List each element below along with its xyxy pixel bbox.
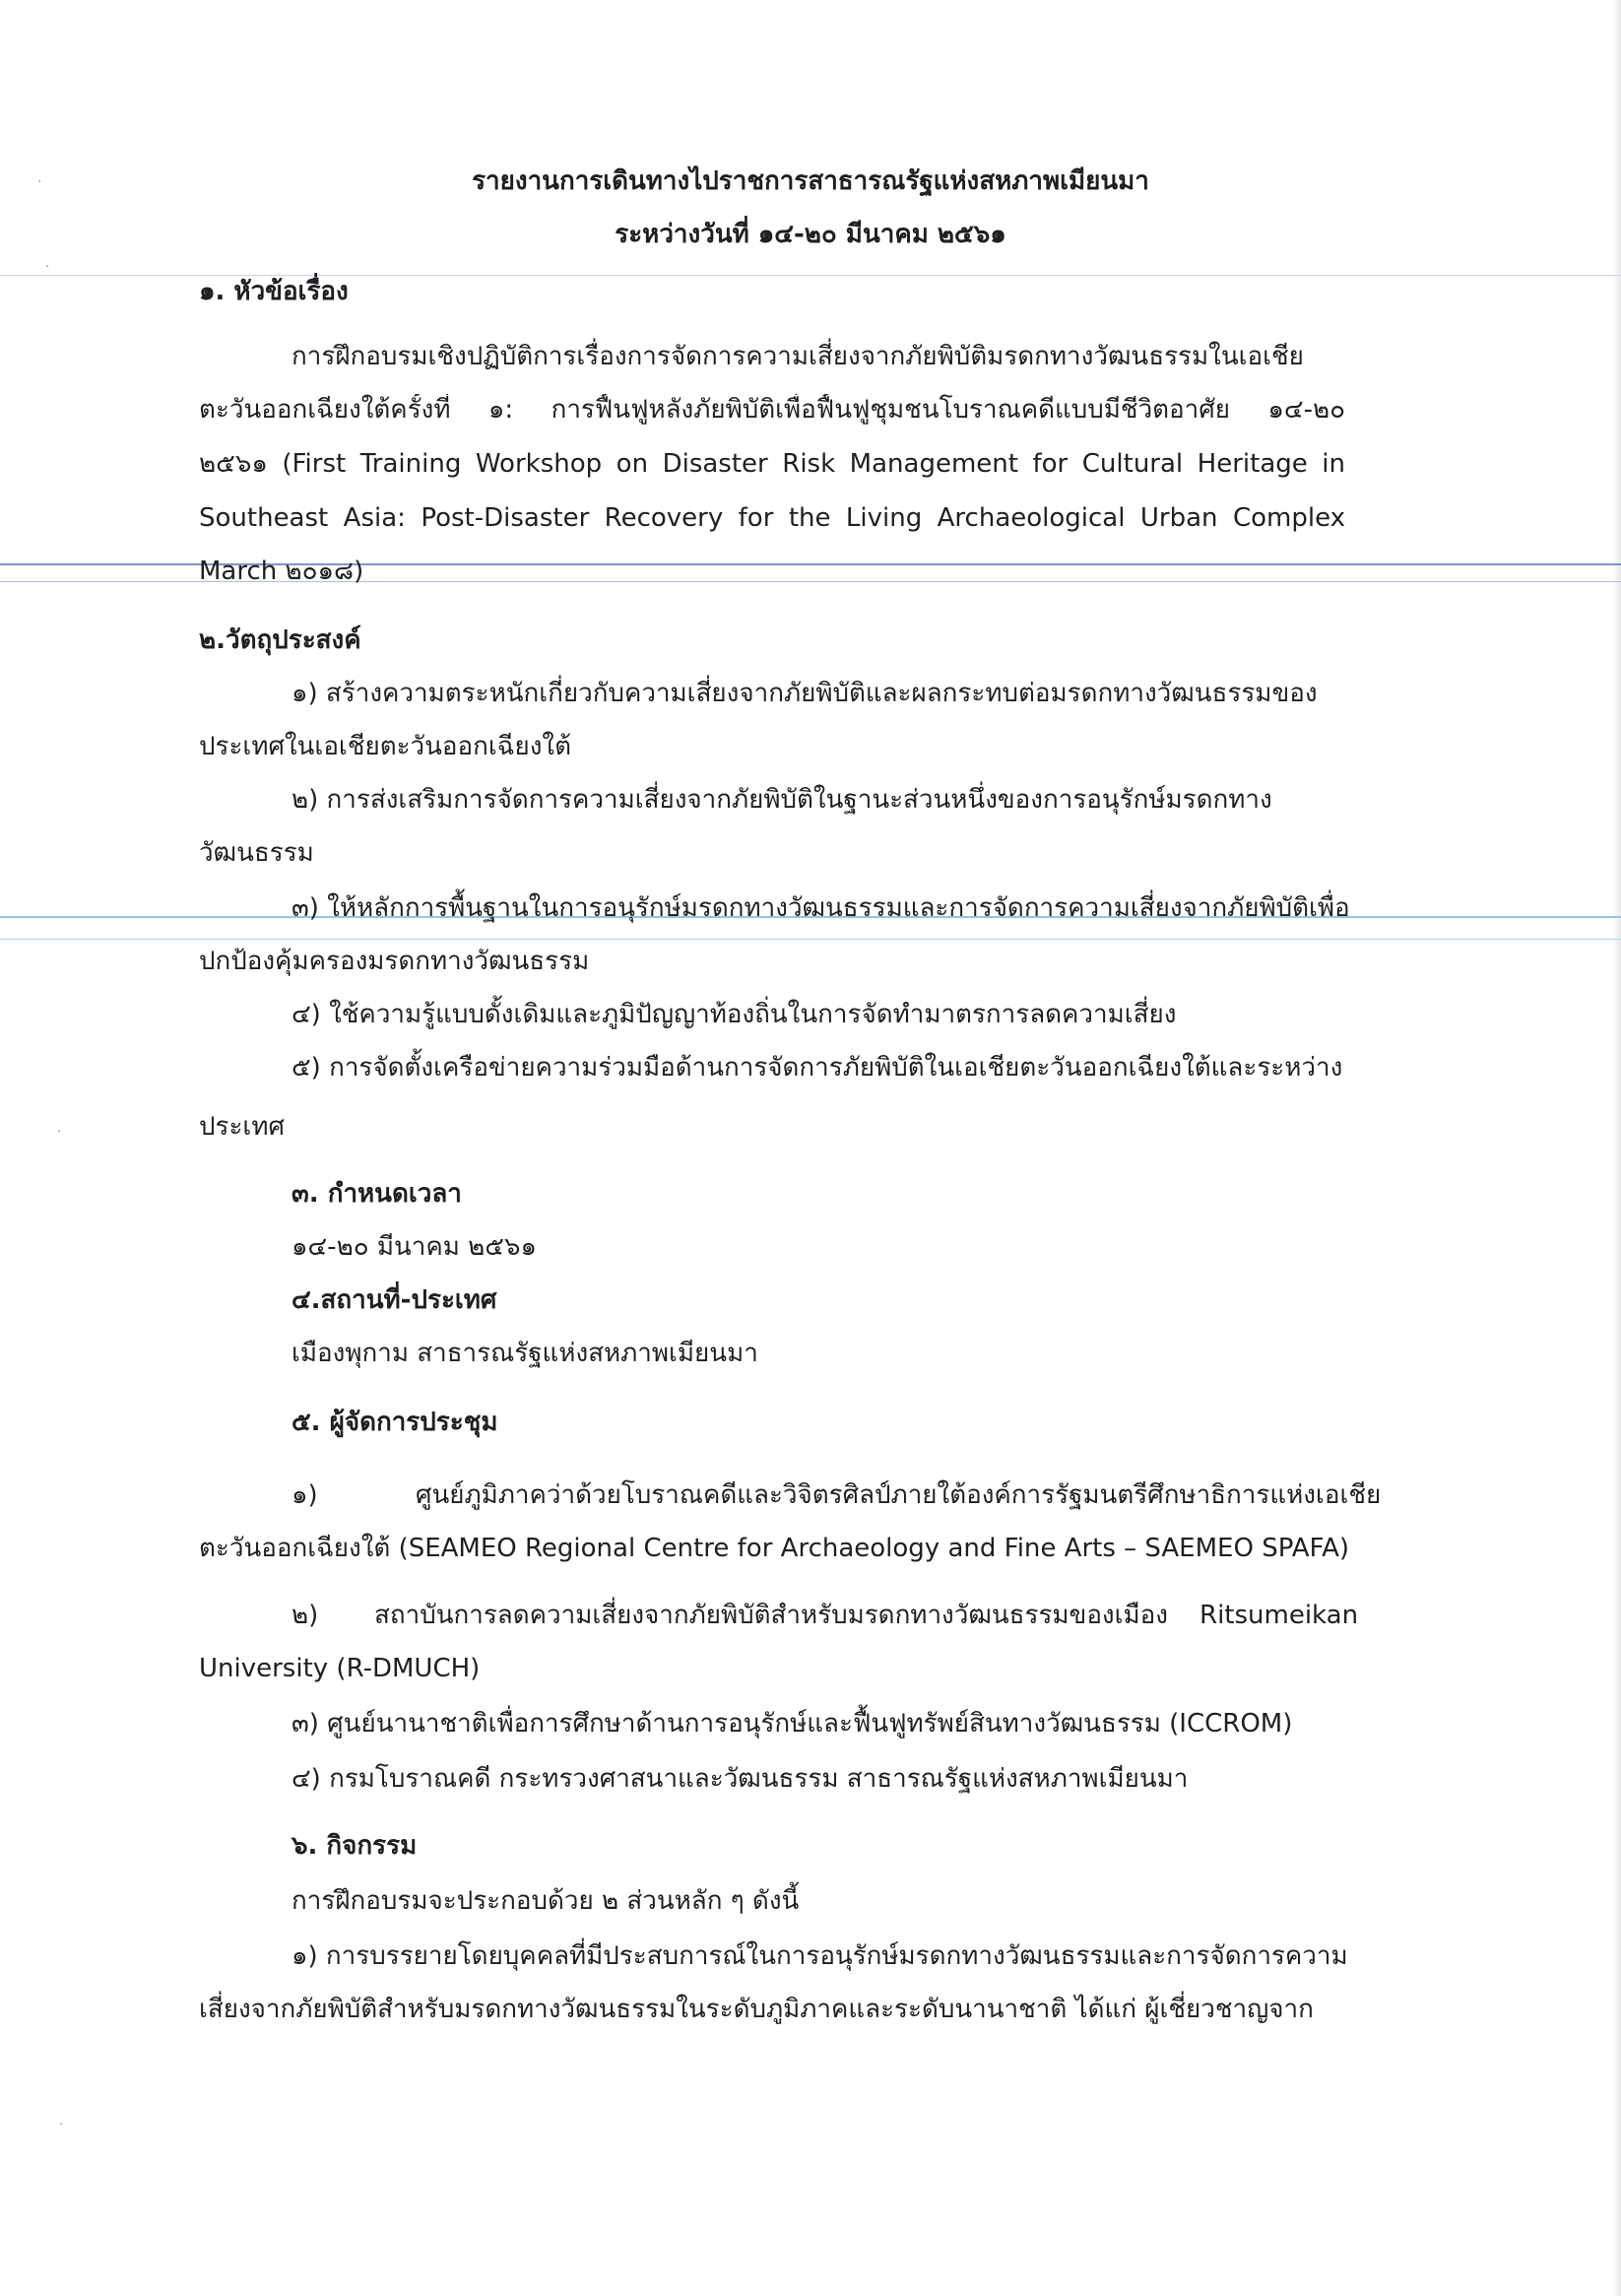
- section-4-heading: ๔.สถานที่-ประเทศ: [292, 1285, 497, 1315]
- activity-intro: การฝึกอบรมจะประกอบด้วย ๒ ส่วนหลัก ๆ ดังนี้: [292, 1886, 800, 1916]
- scan-speck: ·: [59, 2117, 64, 2132]
- objective-item: ๒) การส่งเสริมการจัดการความเสี่ยงจากภัยพิบัติในฐานะส่วนหนึ่งของการอนุรักษ์มรดกทาง: [292, 785, 1272, 815]
- objective-item-cont: ปกป้องคุ้มครองมรดกทางวัฒนธรรม: [199, 947, 590, 976]
- organizer-name-cont: University (R-DMUCH): [199, 1654, 481, 1683]
- organizer-name: ศูนย์ภูมิภาคว่าด้วยโบราณคดีและวิจิตรศิลป์ภายใต้องค์การรัฐมนตรีศึกษาธิการแห่งเอเชีย: [416, 1480, 1382, 1510]
- scan-speck: ·: [57, 1124, 62, 1140]
- page-subtitle: ระหว่างวันที่ ๑๔-๒๐ มีนาคม ๒๕๖๑: [615, 220, 1006, 249]
- objective-item-cont: วัฒนธรรม: [199, 838, 314, 868]
- organizer-number: ๒): [292, 1601, 319, 1630]
- activity-item-cont: เสี่ยงจากภัยพิบัติสำหรับมรดกทางวัฒนธรรมในระดับภูมิภาคและระดับนานาชาติ ได้แก่ ผู้เชี่ยวชาญจาก: [199, 1995, 1314, 2024]
- scan-speck: ·: [45, 259, 50, 275]
- organizer-item: ๔) กรมโบราณคดี กระทรวงศาสนาและวัฒนธรรม สาธารณรัฐแห่งสหภาพเมียนมา: [292, 1764, 1189, 1794]
- section-1-heading: ๑. หัวข้อเรื่อง: [199, 277, 349, 306]
- scan-speck: ·: [37, 174, 42, 190]
- schedule-text: ๑๔-๒๐ มีนาคม ๒๕๖๑: [292, 1232, 537, 1262]
- organizer-name: สถาบันการลดความเสี่ยงจากภัยพิบัติสำหรับมรดกทางวัฒนธรรมของเมือง: [374, 1601, 1168, 1630]
- section-1-line: March ๒๐๑๘): [199, 557, 364, 586]
- scan-edge-shadow: [1613, 0, 1621, 2296]
- section-3-heading: ๓. กำหนดเวลา: [292, 1179, 462, 1209]
- section-1-line: ๒๕๖๑ (First Training Workshop on Disaster Risk Management for Cultural Heritage in: [199, 449, 1345, 479]
- objective-item: ๔) ใช้ความรู้แบบดั้งเดิมและภูมิปัญญาท้องถิ่นในการจัดทำมาตรการลดความเสี่ยง: [292, 1000, 1177, 1029]
- objective-item: ๓) ให้หลักการพื้นฐานในการอนุรักษ์มรดกทางวัฒนธรรมและการจัดการความเสี่ยงจากภัยพิบัติเพื่อ: [292, 893, 1350, 923]
- section-1-line: Southeast Asia: Post-Disaster Recovery for the Living Archaeological Urban Complex: [199, 503, 1345, 533]
- location-text: เมืองพุกาม สาธารณรัฐแห่งสหภาพเมียนมา: [292, 1339, 758, 1368]
- organizer-item: ๓) ศูนย์นานาชาติเพื่อการศึกษาด้านการอนุรักษ์และฟื้นฟูทรัพย์สินทางวัฒนธรรม (ICCROM): [292, 1709, 1293, 1738]
- activity-item: ๑) การบรรยายโดยบุคคลที่มีประสบการณ์ในการอนุรักษ์มรดกทางวัฒนธรรมและการจัดการความ: [292, 1941, 1348, 1971]
- objective-item: ๕) การจัดตั้งเครือข่ายความร่วมมือด้านการจัดการภัยพิบัติในเอเชียตะวันออกเฉียงใต้และระหว่าง: [292, 1053, 1343, 1082]
- objective-item: ๑) สร้างความตระหนักเกี่ยวกับความเสี่ยงจากภัยพิบัติและผลกระทบต่อมรดกทางวัฒนธรรมของ: [292, 679, 1318, 708]
- organizer-name-right: Ritsumeikan: [1200, 1601, 1359, 1630]
- organizer-number: ๑): [292, 1480, 318, 1510]
- section-5-heading: ๕. ผู้จัดการประชุม: [292, 1408, 498, 1437]
- page-title: รายงานการเดินทางไปราชการสาธารณรัฐแห่งสหภาพเมียนมา: [472, 166, 1149, 196]
- section-6-heading: ๖. กิจกรรม: [292, 1831, 418, 1861]
- objective-item-cont: ประเทศ: [199, 1112, 285, 1142]
- section-1-line: การฝึกอบรมเชิงปฏิบัติการเรื่องการจัดการความเสี่ยงจากภัยพิบัติมรดกทางวัฒนธรรมในเอเชีย: [292, 342, 1304, 371]
- section-2-heading: ๒.วัตถุประสงค์: [199, 625, 361, 655]
- scan-artifact-line: [0, 939, 1621, 940]
- section-1-line: ตะวันออกเฉียงใต้ครั้งที่ ๑: การฟื้นฟูหลังภัยพิบัติเพื่อฟื้นฟูชุมชนโบราณคดีแบบมีชีวิตอาศัย ๑๔-๒๐: [199, 395, 1345, 425]
- objective-item-cont: ประเทศในเอเชียตะวันออกเฉียงใต้: [199, 732, 572, 761]
- organizer-name-cont: ตะวันออกเฉียงใต้ (SEAMEO Regional Centre for Archaeology and Fine Arts – SAEMEO SPAFA): [199, 1534, 1350, 1563]
